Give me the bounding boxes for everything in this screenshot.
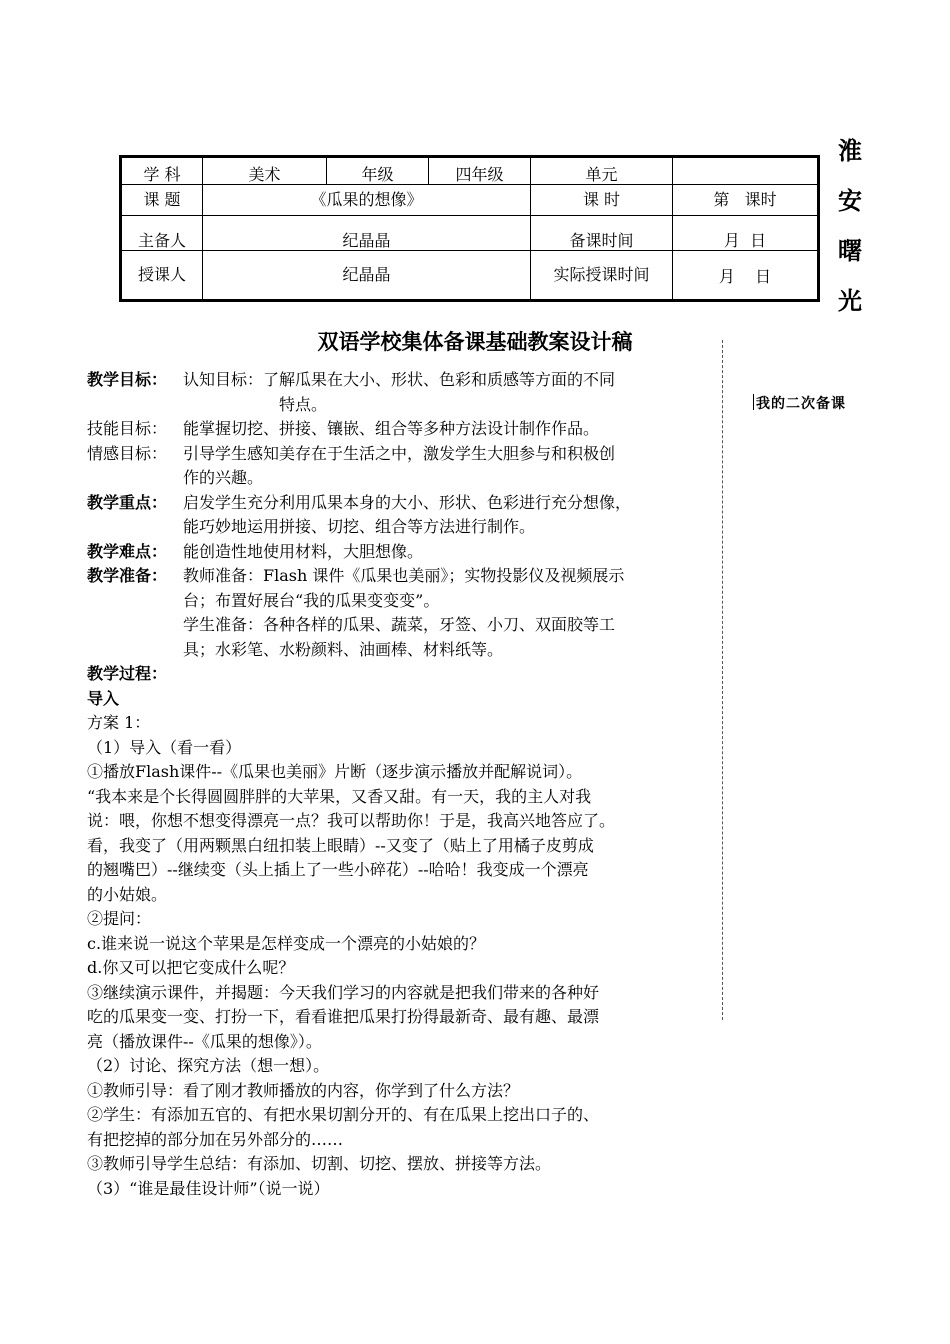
difficulties-label: 教学难点： bbox=[87, 541, 168, 561]
skill-row bbox=[87, 417, 717, 442]
side-title-char: 淮 bbox=[838, 136, 862, 165]
process-line: 看，我变了（用两颗黑白纽扣装上眼睛）--又变了（贴上了用橘子皮剪成 bbox=[87, 835, 594, 855]
cognitive-goal-cont: 特点。 bbox=[279, 394, 328, 414]
margin-divider bbox=[722, 340, 723, 1020]
process-line: 说：喂，你想不想变得漂亮一点？我可以帮助你！于是，我高兴地答应了。 bbox=[87, 811, 616, 830]
process-line: 的翘嘴巴）--继续变（头上插上了一些小碎花）--哈哈！我变成一个漂亮 bbox=[87, 860, 589, 879]
process-line: d.你又可以把它变成什么呢？ bbox=[87, 958, 295, 977]
key-points-text: 启发学生充分利用瓜果本身的大小、形状、色彩进行充分想像， bbox=[183, 492, 632, 512]
unit-label: 单元 bbox=[531, 157, 673, 185]
lesson-content bbox=[87, 368, 717, 1201]
key-points-row bbox=[87, 491, 717, 516]
objectives-row bbox=[87, 368, 717, 393]
process-label: 教学过程： bbox=[87, 664, 168, 683]
grade-label: 年级 bbox=[327, 157, 429, 185]
process-line: c.谁来说一说这个苹果是怎样变成一个漂亮的小姑娘的？ bbox=[87, 933, 486, 953]
teacher-prep-cont: 台；布置好展台“我的瓜果变变变”。 bbox=[183, 590, 440, 610]
process-line: （2）讨论、探究方法（想一想）。 bbox=[87, 1056, 330, 1075]
period-value: 第 课时 bbox=[673, 185, 819, 216]
preparation-label: 教学准备： bbox=[87, 566, 168, 585]
intro-heading: 导入 bbox=[87, 688, 120, 708]
teacher-label: 授课人 bbox=[121, 251, 203, 301]
process-line: ②学生：有添加五官的、有把水果切割分开的、有在瓜果上挖出口子的、 bbox=[87, 1105, 600, 1124]
process-line: （3）“谁是最佳设计师”（说一说） bbox=[87, 1178, 330, 1198]
student-prep: 学生准备：各种各样的瓜果、蔬菜，牙签、小刀、双面胶等工 bbox=[183, 615, 616, 634]
process-line: ①播放Flash课件--《瓜果也美丽》片断（逐步演示播放并配解说词）。 bbox=[87, 762, 583, 781]
process-line: 方案 1： bbox=[87, 713, 151, 732]
process-line: “我本来是个长得圆圆胖胖的大苹果，又香又甜。有一天，我的主人对我 bbox=[87, 786, 592, 806]
subject-value: 美术 bbox=[203, 157, 327, 185]
process-line: （1）导入（看一看） bbox=[87, 737, 242, 757]
lead-label: 主备人 bbox=[121, 216, 203, 251]
actual-time-label: 实际授课时间 bbox=[531, 251, 673, 301]
side-title-char: 曙 bbox=[838, 236, 862, 265]
cursor-mark bbox=[753, 394, 754, 410]
skill-label: 技能目标： bbox=[87, 419, 168, 438]
process-line: ①教师引导：看了刚才教师播放的内容，你学到了什么方法？ bbox=[87, 1080, 520, 1100]
teacher-value: 纪晶晶 bbox=[203, 251, 531, 301]
second-prep-text: 我的二次备课 bbox=[756, 396, 846, 412]
lead-value: 纪晶晶 bbox=[203, 216, 531, 251]
emotion-label: 情感目标： bbox=[87, 443, 168, 463]
lesson-info-table bbox=[119, 155, 820, 302]
prep-time-value: 月 日 bbox=[673, 216, 819, 251]
side-title-char: 光 bbox=[838, 286, 862, 315]
preparation-row bbox=[87, 564, 717, 589]
difficulties-text: 能创造性地使用材料，大胆想像。 bbox=[183, 541, 424, 561]
process-line: ②提问： bbox=[87, 909, 152, 928]
emotion-goal-cont: 作的兴趣。 bbox=[183, 468, 264, 487]
process-line: 吃的瓜果变一变、打扮一下，看看谁把瓜果打扮得最新奇、最有趣、最漂 bbox=[87, 1007, 600, 1026]
side-title-char: 安 bbox=[838, 186, 862, 215]
objectives-label: 教学目标： bbox=[87, 370, 168, 389]
actual-time-value: 月 日 bbox=[673, 251, 819, 301]
side-title bbox=[832, 126, 868, 326]
key-points-label: 教学重点： bbox=[87, 492, 168, 512]
process-line: 的小姑娘。 bbox=[87, 884, 168, 904]
difficulties-row bbox=[87, 540, 717, 565]
emotion-goal: 引导学生感知美存在于生活之中，激发学生大胆参与和积极创 bbox=[183, 443, 616, 463]
subject-label: 学 科 bbox=[121, 157, 203, 185]
emotion-row bbox=[87, 442, 717, 467]
process-line: 亮（播放课件--《瓜果的想像》）。 bbox=[87, 1031, 322, 1051]
process-line: ③教师引导学生总结：有添加、切割、切挖、摆放、拼接等方法。 bbox=[87, 1154, 552, 1173]
cognitive-goal: 认知目标：了解瓜果在大小、形状、色彩和质感等方面的不同 bbox=[183, 370, 616, 389]
process-line: ③继续演示课件，并揭题：今天我们学习的内容就是把我们带来的各种好 bbox=[87, 982, 600, 1002]
process-lines bbox=[87, 711, 717, 1201]
prep-time-label: 备课时间 bbox=[531, 216, 673, 251]
process-line: 有把挖掉的部分加在另外部分的…… bbox=[87, 1129, 344, 1149]
page-title: 双语学校集体备课基础教案设计稿 bbox=[317, 330, 633, 354]
topic-value: 《瓜果的想像》 bbox=[203, 185, 531, 216]
key-points-cont: 能巧妙地运用拼接、切挖、组合等方法进行制作。 bbox=[183, 517, 536, 536]
topic-label: 课 题 bbox=[121, 185, 203, 216]
skill-goal: 能掌握切挖、拼接、镶嵌、组合等多种方法设计制作作品。 bbox=[183, 419, 600, 438]
student-prep-cont: 具；水彩笔、水粉颜料、油画棒、材料纸等。 bbox=[183, 639, 504, 659]
grade-value: 四年级 bbox=[429, 157, 531, 185]
unit-value bbox=[673, 157, 819, 185]
period-label: 课 时 bbox=[531, 185, 673, 216]
teacher-prep: 教师准备：Flash 课件《瓜果也美丽》；实物投影仪及视频展示 bbox=[183, 566, 625, 585]
second-prep-label bbox=[756, 393, 846, 413]
